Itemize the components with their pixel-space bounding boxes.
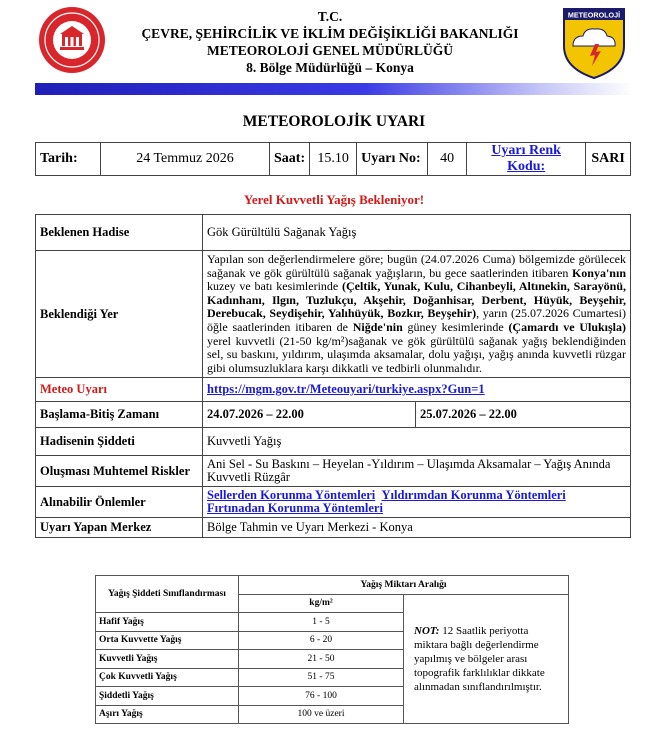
place-description xyxy=(203,251,631,378)
class-range: 51 - 75 xyxy=(239,668,404,687)
header-color-bar xyxy=(35,83,633,95)
meteo-warning-link[interactable]: https://mgm.gov.tr/Meteouyari/turkiye.aspx?Gun=1 xyxy=(207,382,485,397)
center-value: Bölge Tahmin ve Uyarı Merkezi - Konya xyxy=(203,518,631,538)
class-name: Hafif Yağış xyxy=(96,613,239,632)
place-bold-3: Niğde'nin xyxy=(352,319,403,334)
class-range: 76 - 100 xyxy=(239,687,404,706)
note-label: NOT: xyxy=(414,624,440,637)
lightning-protection-link[interactable]: Yıldırımdan Korunma Yöntemleri xyxy=(381,488,566,503)
time-start: 24.07.2026 – 22.00 xyxy=(203,402,416,428)
severity-value: Kuvvetli Yağış xyxy=(203,428,631,456)
warning-subtitle: Yerel Kuvvetli Yağış Bekleniyor! xyxy=(243,192,425,207)
header-text xyxy=(110,8,550,76)
flood-protection-link[interactable]: Sellerden Korunma Yöntemleri xyxy=(207,488,376,503)
place-text-1: Yapılan son değerlendirmelere göre; bugün (24.07.2026 Cuma) bölgemizde görülecek sağanak ve gök gürültülü sağanak yağışların, bu gece saatlerinden itibaren xyxy=(207,252,626,280)
warning-info-table xyxy=(35,142,631,176)
color-code-link[interactable]: Uyarı Renk Kodu: xyxy=(491,143,561,174)
time-end: 25.07.2026 – 22.00 xyxy=(416,402,631,428)
risks-value: Ani Sel - Su Baskını – Heyelan -Yıldırım – Ulaşımda Aksamalar – Yağış Anında Kuvvetli Rüzgâr xyxy=(203,456,631,487)
color-code-value: SARI xyxy=(586,143,631,176)
event-value: Gök Gürültülü Sağanak Yağış xyxy=(203,215,631,251)
unit-header: kg/m² xyxy=(239,594,404,613)
place-bold-4: (Çamardı ve Ulukışla) xyxy=(508,319,627,334)
class-range: 21 - 50 xyxy=(239,650,404,669)
place-text-2: kuzey ve batı kesimlerinde xyxy=(207,279,342,294)
classification-note xyxy=(404,594,569,724)
meteo-warning-label: Meteo Uyarı xyxy=(36,378,203,402)
measures-links xyxy=(203,487,631,518)
warning-no-label: Uyarı No: xyxy=(357,143,428,176)
measures-label: Alınabilir Önlemler xyxy=(36,487,203,518)
header-line-directorate: METEOROLOJİ GENEL MÜDÜRLÜĞÜ xyxy=(206,43,454,58)
header-line-ministry: ÇEVRE, ŞEHİRCİLİK VE İKLİM DEĞİŞİKLİĞİ BAKANLIĞI xyxy=(141,26,519,41)
date-value: 24 Temmuz 2026 xyxy=(101,143,270,176)
header-line-tc: T.C. xyxy=(317,9,343,24)
center-label: Uyarı Yapan Merkez xyxy=(36,518,203,538)
header-line-region: 8. Bölge Müdürlüğü – Konya xyxy=(246,60,414,75)
amount-header: Yağış Miktarı Aralığı xyxy=(239,576,569,595)
class-name: Çok Kuvvetli Yağış xyxy=(96,668,239,687)
place-text-3: , yarın (25.07.2026 Cumartesi) öğle saatlerinden itibaren de xyxy=(207,306,626,334)
meteoroloji-logo xyxy=(561,6,627,80)
time-value: 15.10 xyxy=(310,143,357,176)
storm-protection-link[interactable]: Fırtınadan Korunma Yöntemleri xyxy=(207,501,383,516)
place-bold-2: (Çeltik, Yunak, Kulu, Cihanbeyli, Altınekin, Sarayönü, Kadınhanı, Ilgın, Tuzlukçu, Akşehir, Doğanhisar, Derbent, Hüyük, Beyşehir, Derebucak, Seydişehir, Yalıhüyük, Bozkır, Beyşehir) xyxy=(207,279,626,321)
class-name: Şiddetli Yağış xyxy=(96,687,239,706)
ministry-logo xyxy=(38,6,106,74)
class-range: 100 ve üzeri xyxy=(239,705,404,724)
classification-header: Yağış Şiddeti Sınıflandırması xyxy=(96,576,239,613)
note-text: 12 Saatlik periyotta miktara bağlı değerlendirme yapılmış ve bölgeler arası topografik farklılıklar dikkate alınmadan sınıflandırılmıştır. xyxy=(414,624,545,693)
page-title: METEOROLOJİK UYARI xyxy=(242,113,426,130)
place-bold-1: Konya'nın xyxy=(571,265,626,280)
class-range: 6 - 20 xyxy=(239,631,404,650)
place-text-4: güney kesimlerinde xyxy=(402,319,509,334)
class-name: Aşırı Yağış xyxy=(96,705,239,724)
svg-text:METEOROLOJİ: METEOROLOJİ xyxy=(567,10,621,20)
severity-label: Hadisenin Şiddeti xyxy=(36,428,203,456)
date-label: Tarih: xyxy=(36,143,101,176)
warning-no-value: 40 xyxy=(428,143,467,176)
class-name: Orta Kuvvette Yağış xyxy=(96,631,239,650)
class-name: Kuvvetli Yağış xyxy=(96,650,239,669)
warning-details-table xyxy=(35,214,631,538)
event-label: Beklenen Hadise xyxy=(36,215,203,251)
document-header xyxy=(0,0,668,100)
place-text-5: yerel kuvvetli (21-50 kg/m²)sağanak ve gök gürültülü sağanak yağış beklendiğinden sel, su baskını, yıldırım, ulaşımda aksamalar, dolu yağışı, yağış anında kuvvetli rüzgar gibi olumsuzluklara karşı dikkatli ve tedbirli olunmalıdır. xyxy=(207,333,626,375)
risks-label: Oluşması Muhtemel Riskler xyxy=(36,456,203,487)
rain-classification-table xyxy=(95,575,569,724)
time-label: Saat: xyxy=(270,143,310,176)
class-range: 1 - 5 xyxy=(239,613,404,632)
time-range-label: Başlama-Bitiş Zamanı xyxy=(36,402,203,428)
place-label: Beklendiği Yer xyxy=(36,251,203,378)
